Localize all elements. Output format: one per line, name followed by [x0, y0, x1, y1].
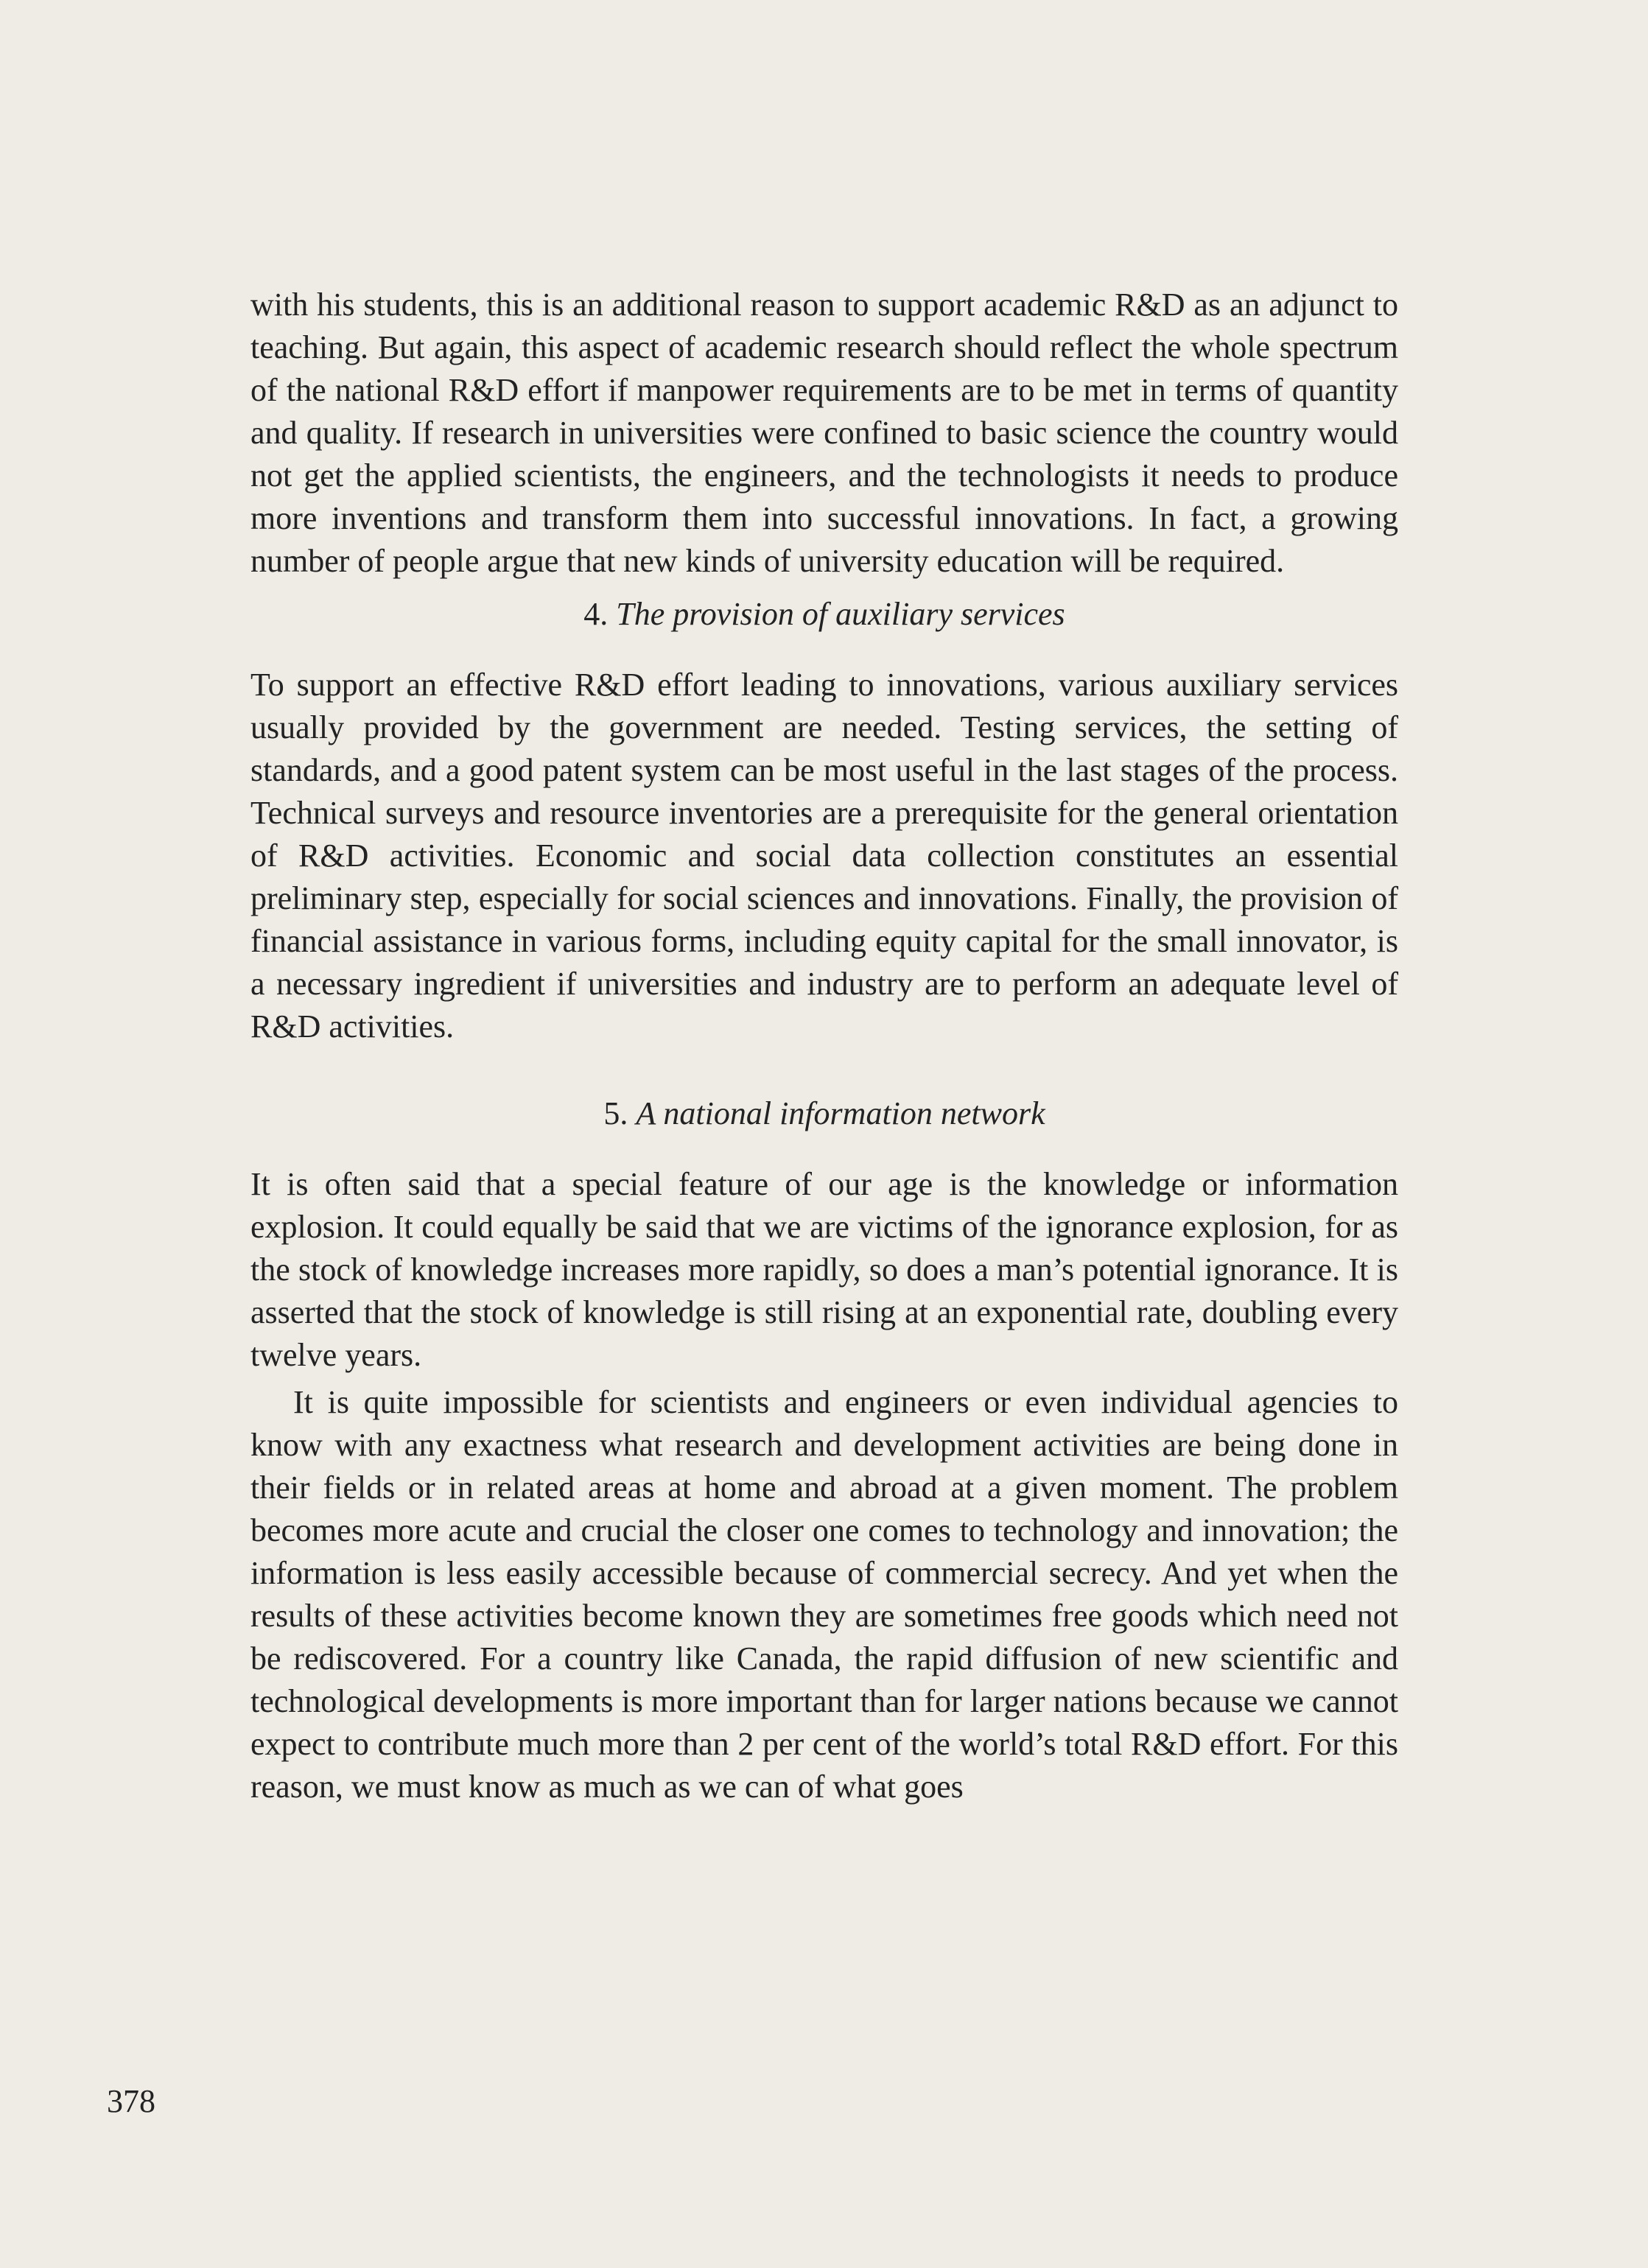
- page-number: 378: [107, 2083, 155, 2119]
- section-number-5: 5.: [603, 1095, 628, 1131]
- paragraph-information-access: It is quite impossible for scientists and engineers or even individual agencies to know with any exactness what research and development activities are being done in their fields or in related areas at home and abroad at a given moment. The problem becomes more acute and crucial the closer one comes to technology and innovation; the information is less easily accessible because of commercial secrecy. And yet when the results of these activities become known they are sometimes free goods which need not be rediscovered. For a country like Canada, the rapid diffusion of new scientific and technological developments is more important than for larger nations because we cannot expect to contribute much more than 2 per cent of the world’s total R&D effort. For this reason, we must know as much as we can of what goes: [250, 1384, 1398, 1805]
- section-heading-5: [250, 1092, 1398, 1135]
- section-number-4: 4.: [583, 596, 609, 632]
- section-heading-4: [250, 593, 1398, 636]
- section-title-5: A national information network: [636, 1095, 1045, 1131]
- paragraph-auxiliary-services: To support an effective R&D effort leading to innovations, various auxiliary services usually provided by the government are needed. Testing services, the setting of standards, and a good patent system can be most useful in the last stages of the process. Technical surveys and resource inventories are a prerequisite for the general orientation of R&D activities. Economic and social data collection constitutes an essential preliminary step, especially for social sciences and innovations. Finally, the provision of financial assistance in various forms, including equity capital for the small innovator, is a necessary ingredient if universities and industry are to perform an adequate level of R&D activities.: [250, 667, 1398, 1045]
- paragraph-information-explosion: It is often said that a special feature of our age is the knowledge or information explosion. It could equally be said that we are victims of the ignorance explosion, for as the stock of knowledge increases more rapidly, so does a man’s potential ignorance. It is asserted that the stock of knowledge is still rising at an exponential rate, doubling every twelve years.: [250, 1166, 1398, 1373]
- body-text: [250, 284, 1398, 1808]
- paragraph-intro: with his students, this is an additional reason to support academic R&D as an adjunct to teaching. But again, this aspect of academic research should reflect the whole spectrum of the national R&D effort if manpower requirements are to be met in terms of quantity and quality. If research in universities were confined to basic science the country would not get the applied scientists, the engineers, and the technologists it needs to produce more inventions and transform them into successful innovations. In fact, a growing number of people argue that new kinds of university education will be required.: [250, 287, 1398, 579]
- section-title-4: The provision of auxiliary services: [616, 596, 1065, 632]
